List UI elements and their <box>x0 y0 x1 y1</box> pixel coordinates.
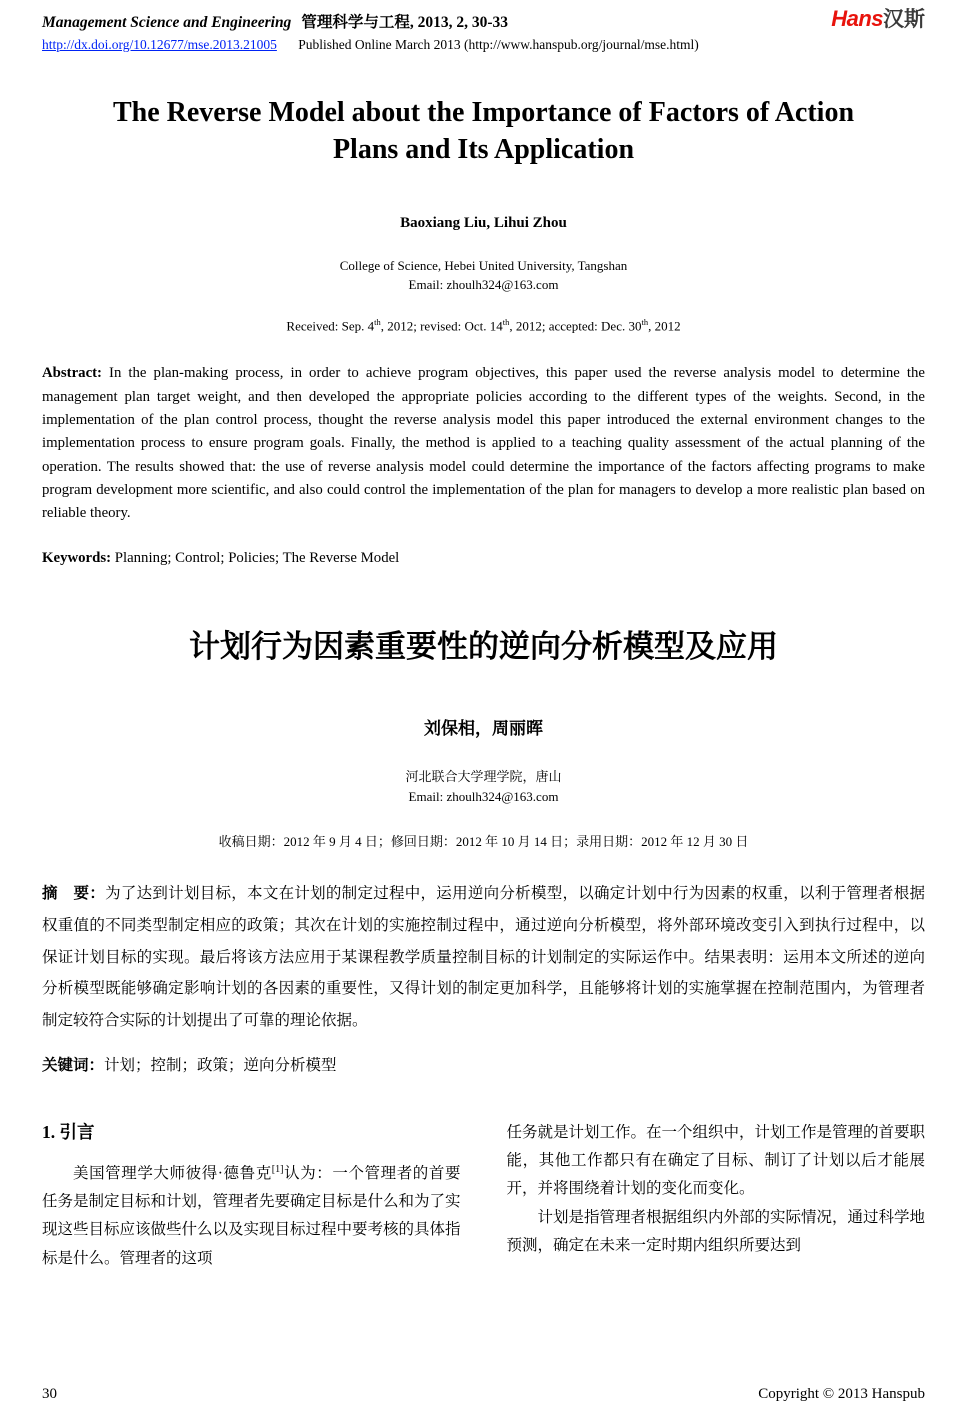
keywords-cn <box>42 1053 925 1075</box>
hanspub-logo <box>831 8 925 30</box>
affiliation-en-line: College of Science, Hebei United University, Tangshan <box>339 257 628 273</box>
abstract-text-cn: 为了达到计划目标，本文在计划的制定过程中，运用逆向分析模型，以确定计划中行为因素的权重，以利于管理者根据权重值的不同类型制定相应的政策；其次在计划的实施控制过程中，通过逆向分析模型，将外部环境改变引入到执行过程中，以保证计划目标的实现。最后将该方法应用于某课程教学质量控制目标的计划制定的实际运作中。结果表明：运用本文所述的逆向分析模型既能够确定影响计划的各因素的重要性，又得计划的制定更加科学，且能够将计划的实施掌握在控制范围内，为管理者制定较符合实际的计划提出了可靠的理论依据。 <box>42 885 925 1030</box>
hanspub-logo-hanzi-text: 汉斯 <box>883 8 925 31</box>
received-sup-2: th <box>502 316 510 327</box>
copyright-notice: Copyright © 2013 Hanspub <box>758 1386 925 1402</box>
journal-title-en: Management Science and Engineering <box>42 14 292 31</box>
received-part-4: , 2012 <box>648 318 681 334</box>
journal-header-row1 <box>42 6 925 32</box>
page-number: 30 <box>42 1386 57 1402</box>
keywords-label-cn: 关键词： <box>42 1056 105 1074</box>
abstract-en <box>42 362 925 526</box>
received-sup-1: th <box>374 316 381 327</box>
affiliation-en <box>42 256 925 295</box>
intro-paragraph-2: 计划是指管理者根据组织内外部的实际情况，通过科学地预测，确定在未来一定时期内组织所要达到 <box>506 1208 926 1254</box>
received-sup-3: th <box>641 316 649 327</box>
keywords-label-en: Keywords: <box>42 549 112 566</box>
abstract-text-en: In the plan-making process, in order to achieve program objectives, this paper used the reverse analysis model to determine the management plan target weight, and then developed the appropriate policies according to the different types of the weights. Second, in the implementation of the plan control process, thought the reverse analysis model this paper introduced the external environment changes to the implementation process to ensure program goals. Finally, the method is applied to a teaching quality assessment of the actual planning of the operation. The results showed that: the use of reverse analysis model could determine the importance of the factors affecting programs to make program development more scientific, and also could control the implementation of the plan for managers to develop a more realistic plan based on reliable theory. <box>42 365 925 522</box>
article-title-en: The Reverse Model about the Importance of Factors of Action Plans and Its Application <box>112 97 855 165</box>
journal-title-cn: 管理科学与工程, 2013, 2, 30-33 <box>301 14 508 31</box>
authors-en: Baoxiang Liu, Lihui Zhou <box>400 214 567 231</box>
article-title-cn: 计划行为因素重要性的逆向分析模型及应用 <box>189 628 778 664</box>
two-column-body <box>42 1119 925 1273</box>
intro-paragraph-1-continued: 任务就是计划工作。在一个组织中，计划工作是管理的首要职能，其他工作都只有在确定了目标、制订了计划以后才能展开，并将围绕着计划的变化而变化。 <box>506 1123 926 1198</box>
section-1-heading: 1. 引言 <box>42 1121 95 1142</box>
abstract-label-cn: 摘 要： <box>42 885 106 903</box>
published-online-info: Published Online March 2013 (http://www.hanspub.org/journal/mse.html) <box>298 37 699 52</box>
left-column <box>42 1119 461 1273</box>
received-dates-en <box>42 317 925 334</box>
affiliation-cn <box>42 767 925 807</box>
affiliation-cn-line: 河北联合大学理学院，唐山 <box>405 768 562 784</box>
journal-title <box>42 10 508 32</box>
keywords-text-en: Planning; Control; Policies; The Reverse Model <box>114 549 400 566</box>
hanspub-logo-hans-text: Hans <box>831 6 883 31</box>
doi-link[interactable]: http://dx.doi.org/10.12677/mse.2013.21005 <box>42 37 277 52</box>
received-part-2: , 2012; revised: Oct. 14 <box>380 318 503 334</box>
email-en: Email: zhoulh324@163.com <box>408 277 559 293</box>
received-dates-cn: 收稿日期：2012 年 9 月 4 日；修回日期：2012 年 10 月 14 日；录用日期：2012 年 12 月 30 日 <box>218 834 749 850</box>
abstract-label-en: Abstract: <box>42 365 102 382</box>
received-part-3: , 2012; accepted: Dec. 30 <box>509 318 642 334</box>
page-footer <box>42 1386 925 1403</box>
intro-paragraph-1 <box>42 1160 461 1273</box>
right-column <box>507 1119 926 1273</box>
citation-ref-1: [1] <box>271 1163 284 1175</box>
keywords-text-cn: 计划；控制；政策；逆向分析模型 <box>104 1056 337 1074</box>
journal-header <box>42 6 925 53</box>
received-part-1: Received: Sep. 4 <box>286 318 375 334</box>
keywords-en <box>42 550 925 567</box>
abstract-cn <box>42 878 925 1037</box>
email-cn: Email: zhoulh324@163.com <box>408 789 559 804</box>
journal-header-row2 <box>42 37 925 53</box>
intro-paragraph-1-text-a: 美国管理学大师彼得·德鲁克 <box>73 1164 272 1182</box>
intro-paragraph-1-text-b: 认为：一个管理者的首要任务是制定目标和计划，管理者先要确定目标是什么和为了实现这些目标应该做些什么以及实现目标过程中要考核的具体指标是什么。管理者的这项 <box>42 1164 461 1267</box>
authors-cn: 刘保相，周丽晖 <box>424 718 543 738</box>
